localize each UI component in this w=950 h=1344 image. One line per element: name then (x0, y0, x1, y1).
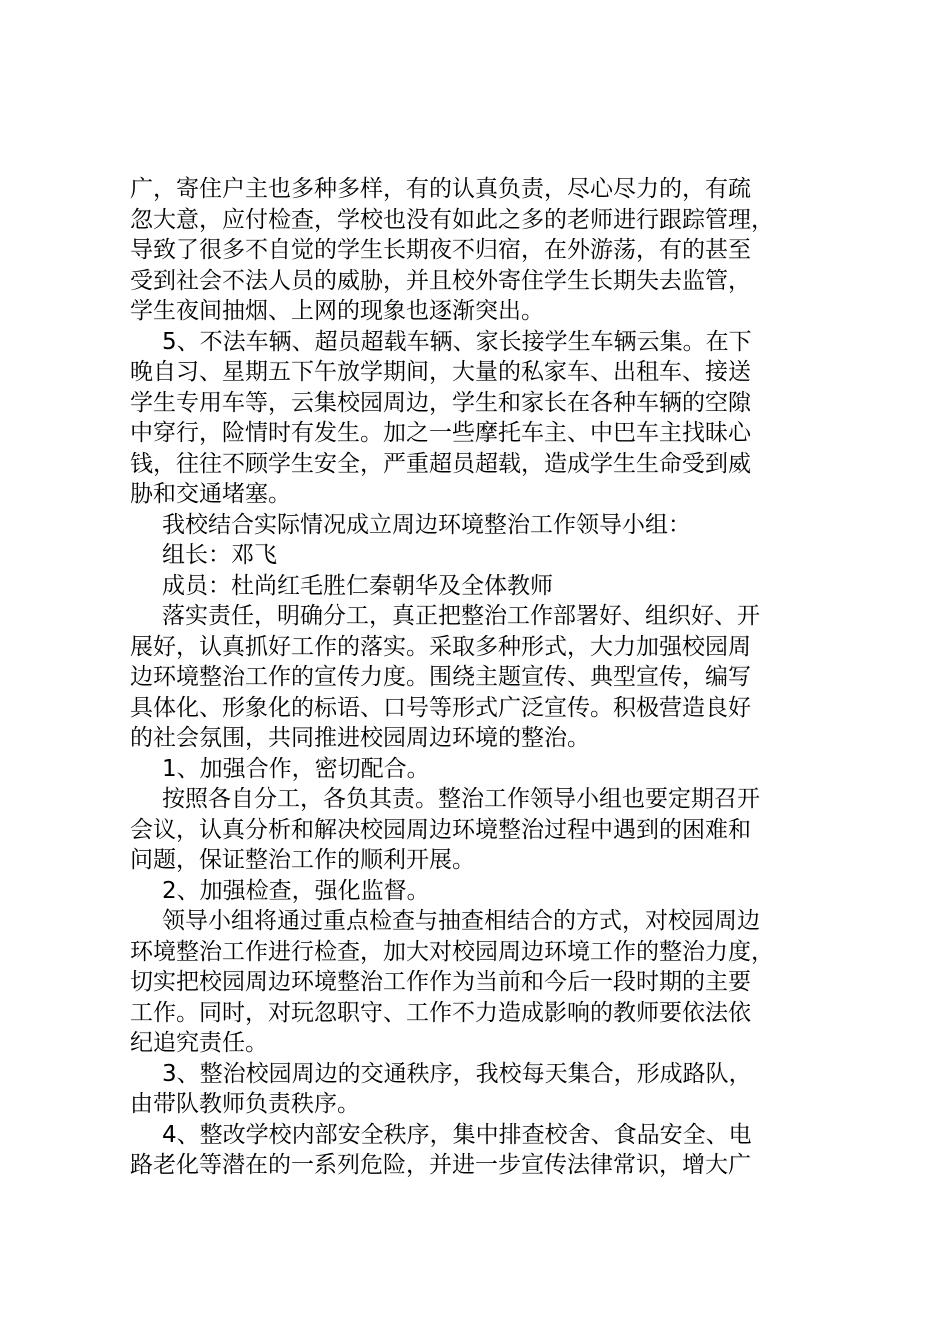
text-line: 4、整改学校内部安全秩序，集中排查校舍、食品安全、电 (162, 1121, 752, 1148)
text-line: 边环境整治工作的宣传力度。围绕主题宣传、典型宣传，编写 (130, 664, 751, 690)
text-line: 1、加强合作，密切配合。 (162, 755, 430, 782)
text-line: 按照各自分工，各负其责。整治工作领导小组也要定期召开 (162, 786, 760, 812)
text-line: 中穿行，险情时有发生。加之一些摩托车主、中巴车主找昧心 (130, 420, 751, 446)
document-body (130, 174, 850, 1181)
text-line: 会议，认真分析和解决校园周边环境整治过程中遇到的困难和 (130, 816, 751, 843)
text-line: 3、整治校园周边的交通秩序，我校每天集合，形成路队， (162, 1060, 752, 1087)
text-line: 学生专用车等，云集校园周边，学生和家长在各种车辆的空隙 (130, 389, 751, 416)
text-line: 钱，往往不顾学生安全，严重超员超载，造成学生生命受到威 (130, 450, 751, 477)
text-line: 忽大意，应付检查，学校也没有如此之多的老师进行跟踪管理， (130, 206, 774, 233)
text-line: 我校结合实际情况成立周边环境整治工作领导小组： (162, 511, 691, 538)
text-line: 纪追究责任。 (130, 1030, 268, 1056)
text-line: 广，寄住户主也多种多样，有的认真负责，尽心尽力的，有疏 (130, 176, 751, 202)
text-line: 学生夜间抽烟、上网的现象也逐渐突出。 (130, 298, 544, 324)
text-line: 由带队教师负责秩序。 (130, 1091, 360, 1117)
text-line: 组长：邓飞 (162, 542, 277, 568)
text-line: 胁和交通堵塞。 (130, 481, 291, 507)
text-line: 工作。同时，对玩忽职守、工作不力造成影响的教师要依法依 (130, 999, 751, 1026)
text-line: 的社会氛围，共同推进校园周边环境的整治。 (130, 725, 590, 751)
text-line: 受到社会不法人员的威胁，并且校外寄住学生长期失去监管， (130, 267, 751, 294)
text-line: 2、加强检查，强化监督。 (162, 877, 430, 904)
text-line: 5、不法车辆、超员超载车辆、家长接学生车辆云集。在下 (162, 328, 752, 355)
text-line: 晚自习、星期五下午放学期间，大量的私家车、出租车、接送 (130, 359, 751, 385)
text-line: 环境整治工作进行检查，加大对校园周边环境工作的整治力度， (130, 938, 774, 965)
text-line: 切实把校园周边环境整治工作作为当前和今后一段时期的主要 (130, 969, 751, 995)
text-line: 落实责任，明确分工，真正把整治工作部署好、组织好、开 (162, 603, 760, 629)
text-line: 展好，认真抓好工作的落实。采取多种形式，大力加强校园周 (130, 633, 751, 660)
text-line: 导致了很多不自觉的学生长期夜不归宿，在外游荡，有的甚至 (130, 237, 751, 263)
text-line: 问题，保证整治工作的顺利开展。 (130, 847, 475, 873)
text-line: 具体化、形象化的标语、口号等形式广泛宣传。积极营造良好 (130, 694, 751, 721)
text-line: 路老化等潜在的一系列危险，并进一步宣传法律常识，增大广 (130, 1152, 751, 1178)
text-line: 成员：杜尚红毛胜仁秦朝华及全体教师 (162, 572, 553, 599)
text-line: 领导小组将通过重点检查与抽查相结合的方式，对校园周边 (162, 908, 760, 934)
